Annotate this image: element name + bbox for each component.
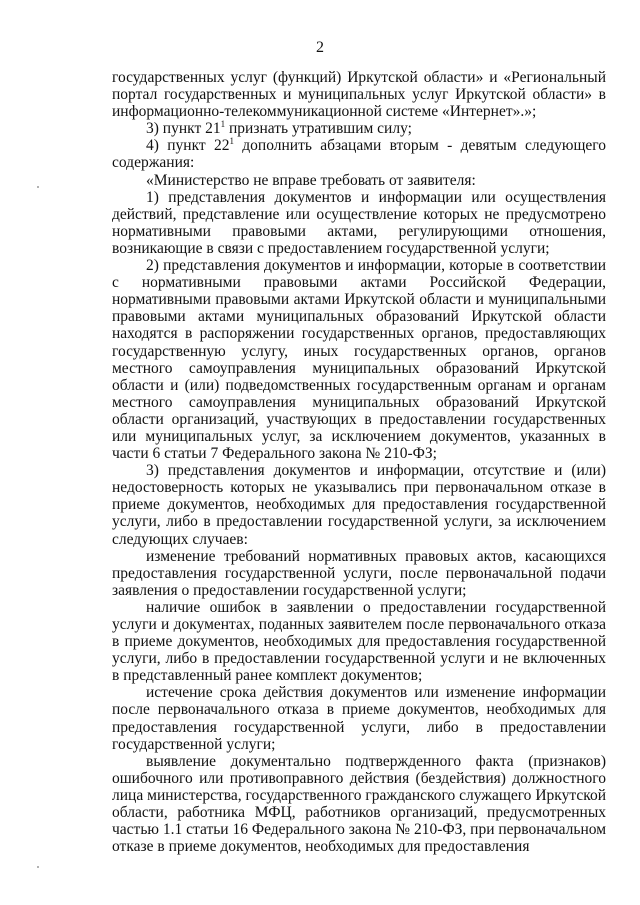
item-4-superscript: 1 <box>229 136 234 147</box>
item-3-superscript: 1 <box>220 119 226 130</box>
item-3-text-end: признать утратившим силу; <box>225 120 412 138</box>
paragraph-item-4 <box>112 137 606 171</box>
item-3-text: 3) пункт 21 <box>146 120 221 138</box>
page-number: 2 <box>316 39 324 56</box>
paragraph-subitem-2: 2) представления документов и информации, которые в соответствии с нормативными правовыми актами Российской Федерации, нормативными правовыми актами Иркутской области и муниципальными правовыми актами муниципальных образований Иркутской области находятся в распоряжении государственных органов, предоставляющих государственную услугу, иных государственных органов, органов местного самоуправления муниципальных образований Иркутской области и (или) подведомственных государственным органам и органам местного самоуправления муниципальных образований Иркутской области организаций, участвующих в предоставлении государственных или муниципальных услуг, за исключением документов, указанных в части 6 статьи 7 Федерального закона № 210-ФЗ; <box>112 257 606 463</box>
paragraph-ministry-intro: «Министерство не вправе требовать от заявителя: <box>146 171 476 189</box>
paragraph-case-errors: наличие ошибок в заявлении о предоставлении государственной услуги и документах, поданных заявителем после первоначального отказа в приеме документов, необходимых для предоставления государственной услуги, либо в предоставлении государственной услуги и не включенных в представленный ранее комплект документов; <box>112 598 606 685</box>
paragraph-case-requirements-change: изменение требований нормативных правовых актов, касающихся предоставления государственной услуги, после первоначальной подачи заявления о предоставлении государственной услуги; <box>112 547 606 599</box>
document-body <box>112 69 606 855</box>
scan-speck <box>37 186 39 188</box>
paragraph-continuation: государственных услуг (функций) Иркутской области» и «Региональный портал государственных и муниципальных услуг Иркутской области» в информационно-телекоммуникационной системе «Интернет».»; <box>112 69 606 121</box>
paragraph-case-expiry: истечение срока действия документов или изменение информации после первоначального отказа в приеме документов, необходимых для предоставления государственной услуги, либо в предоставлении государственной услуги; <box>112 684 606 753</box>
scan-speck <box>37 866 39 868</box>
item-4-text: 4) пункт 22 <box>146 137 230 155</box>
paragraph-subitem-1: 1) представления документов и информации или осуществления действий, представление или осуществление которых не предусмотрено нормативными правовыми актами, регулирующими отношения, возникающие в связи с предоставлением государственной услуги; <box>112 188 606 257</box>
paragraph-subitem-3: 3) представления документов и информации, отсутствие и (или) недостоверность которых не указывались при первоначальном отказе в приеме документов, необходимых для предоставления государственной услуги, либо в предоставлении государственной услуги, за исключением следующих случаев: <box>112 462 606 548</box>
paragraph-case-official-error: выявление документально подтвержденного факта (признаков) ошибочного или противоправного действия (бездействия) должностного лица министерства, государственного гражданского служащего Иркутской области, работника МФЦ, работников организаций, предусмотренных частью 1.1 статьи 16 Федерального закона № 210-ФЗ, при первоначальном отказе в приеме документов, необходимых для предоставления <box>112 752 606 856</box>
item-4-text-end: дополнить абзацами вторым - девятым следующего содержания: <box>112 137 606 172</box>
paragraph-item-3 <box>112 120 606 137</box>
